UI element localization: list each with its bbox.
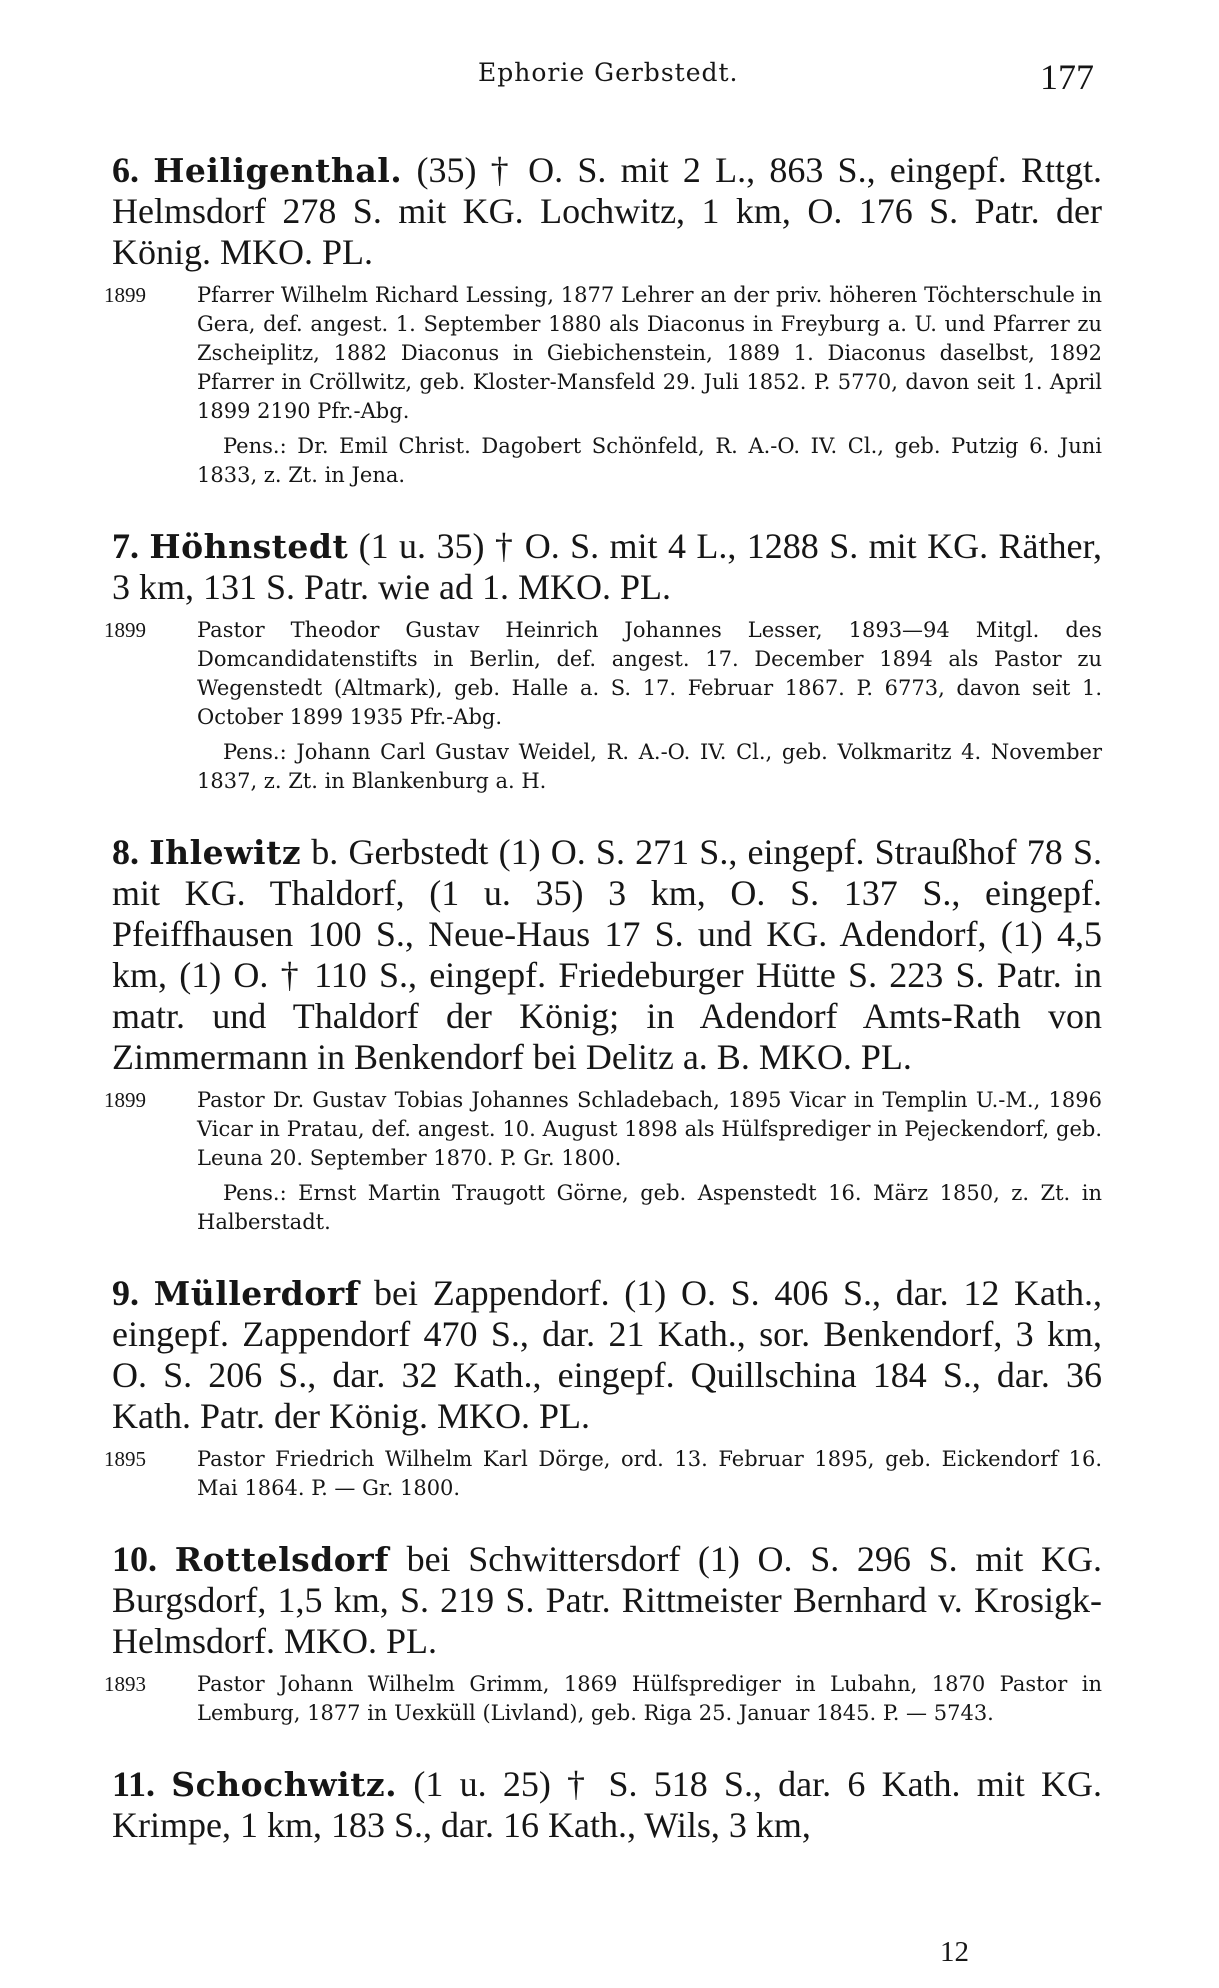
place-name: Schochwitz.: [171, 1765, 398, 1804]
pastor-year: 1899: [104, 1088, 146, 1112]
parish-entry: [104, 1273, 1103, 1503]
entry-heading: [112, 150, 1102, 273]
pension-record: Pens.: Dr. Emil Christ. Dagobert Schönfeld, R. A.-O. IV. Cl., geb. Putzig 6. Juni 1833, z. Zt. in Jena.: [197, 434, 1102, 487]
pastor-record: [104, 281, 1102, 426]
entry-text: (1 u. 35) † O. S. mit 4 L., 1288 S. mit KG. Räther, 3 km, 131 S. Patr. wie ad 1. MKO. PL.: [112, 526, 1102, 607]
entry-heading: [112, 1273, 1102, 1437]
pastor-record: [104, 1670, 1102, 1728]
body-text: [104, 150, 1103, 1846]
entry-number: 11.: [112, 1764, 156, 1804]
pastor-record: [104, 616, 1102, 732]
place-name: Heiligenthal.: [153, 151, 403, 190]
pension-record: Pens.: Johann Carl Gustav Weidel, R. A.-O. IV. Cl., geb. Volkmaritz 4. November 1837, z. Zt. in Blankenburg a. H.: [197, 740, 1102, 793]
entry-number: 7.: [112, 526, 139, 566]
pastor-record: [104, 1086, 1102, 1173]
pastor-year: 1899: [104, 283, 146, 307]
place-name: Müllerdorf: [153, 1274, 360, 1313]
pastor-text: Pastor Dr. Gustav Tobias Johannes Schladebach, 1895 Vicar in Templin U.-M., 1896 Vicar in Pratau, def. angest. 10. August 1898 als Hülfsprediger in Pejeckendorf, geb. Leuna 20. September 1870. P. Gr. 1800.: [197, 1088, 1102, 1170]
place-name: Höhnstedt: [149, 527, 349, 566]
pastor-text: Pastor Theodor Gustav Heinrich Johannes Lesser, 1893—94 Mitgl. des Domcandidatenstifts in Berlin, def. angest. 17. December 1894 als Pastor zu Wegenstedt (Altmark), geb. Halle a. S. 17. Februar 1867. P. 6773, davon seit 1. October 1899 1935 Pfr.-Abg.: [197, 618, 1102, 729]
running-head: Ephorie Gerbstedt.: [478, 58, 739, 87]
parish-entry: [104, 832, 1103, 1237]
entry-text: (1 u. 25) † S. 518 S., dar. 6 Kath. mit KG. Krimpe, 1 km, 183 S., dar. 16 Kath., Wils, 3 km,: [112, 1764, 1102, 1845]
place-name: Ihlewitz: [149, 833, 302, 872]
entry-text: bei Schwittersdorf (1) O. S. 296 S. mit KG. Burgsdorf, 1,5 km, S. 219 S. Patr. Rittmeister Bernhard v. Krosigk-Helmsdorf. MKO. PL.: [112, 1539, 1102, 1661]
entry-number: 10.: [112, 1539, 157, 1579]
pastor-text: Pfarrer Wilhelm Richard Lessing, 1877 Lehrer an der priv. höheren Töchterschule in Gera, def. angest. 1. September 1880 als Diaconus in Freyburg a. U. und Pfarrer zu Zscheiplitz, 1882 Diaconus in Giebichenstein, 1889 1. Diaconus daselbst, 1892 Pfarrer in Cröllwitz, geb. Kloster-Mansfeld 29. Juli 1852. P. 5770, davon seit 1. April 1899 2190 Pfr.-Abg.: [197, 283, 1102, 423]
entry-heading: [112, 526, 1102, 608]
parish-entry: [104, 526, 1102, 796]
entry-heading: [112, 832, 1102, 1078]
entry-text: (35) † O. S. mit 2 L., 863 S., eingepf. Rttgt. Helmsdorf 278 S. mit KG. Lochwitz, 1 km, O. 176 S. Patr. der König. MKO. PL.: [112, 150, 1102, 272]
pastor-year: 1893: [104, 1672, 146, 1696]
entry-text: b. Gerbstedt (1) O. S. 271 S., eingepf. Straußhof 78 S. mit KG. Thaldorf, (1 u. 35) 3 km, O. S. 137 S., eingepf. Pfeiffhausen 100 S., Neue-Haus 17 S. und KG. Adendorf, (1) 4,5 km, (1) O. † 110 S., eingepf. Friedeburger Hütte S. 223 S. Patr. in matr. und Thaldorf der König; in Adendorf Amts-Rath von Zimmermann in Benkendorf bei Delitz a. B. MKO. PL.: [112, 832, 1103, 1077]
pension-record: Pens.: Ernst Martin Traugott Görne, geb. Aspenstedt 16. März 1850, z. Zt. in Halberstadt.: [197, 1181, 1102, 1234]
parish-entry: [104, 150, 1102, 490]
parish-entry: [104, 1539, 1102, 1728]
entry-text: bei Zappendorf. (1) O. S. 406 S., dar. 12 Kath., eingepf. Zappendorf 470 S., dar. 21 Kath., sor. Benkendorf, 3 km, O. S. 206 S., dar. 32 Kath., eingepf. Quillschina 184 S., dar. 36 Kath. Patr. der König. MKO. PL.: [112, 1273, 1103, 1436]
signature-mark: 12: [940, 1936, 969, 1968]
entry-number: 8.: [112, 832, 139, 872]
pastor-record: [104, 1445, 1102, 1503]
page-number: 177: [1040, 57, 1094, 97]
place-name: Rottelsdorf: [174, 1540, 389, 1579]
entry-heading: [112, 1764, 1102, 1846]
pastor-year: 1895: [104, 1447, 146, 1471]
pastor-year: 1899: [104, 618, 146, 642]
entry-heading: [112, 1539, 1102, 1662]
parish-entry: [112, 1764, 1102, 1846]
entry-number: 9.: [112, 1273, 139, 1313]
pastor-text: Pastor Friedrich Wilhelm Karl Dörge, ord. 13. Februar 1895, geb. Eickendorf 16. Mai 1864. P. — Gr. 1800.: [197, 1447, 1102, 1500]
entry-number: 6.: [112, 150, 139, 190]
page-header: [0, 58, 1219, 98]
pastor-text: Pastor Johann Wilhelm Grimm, 1869 Hülfsprediger in Lubahn, 1870 Pastor in Lemburg, 1877 in Uexküll (Livland), geb. Riga 25. Januar 1845. P. — 5743.: [197, 1672, 1102, 1725]
